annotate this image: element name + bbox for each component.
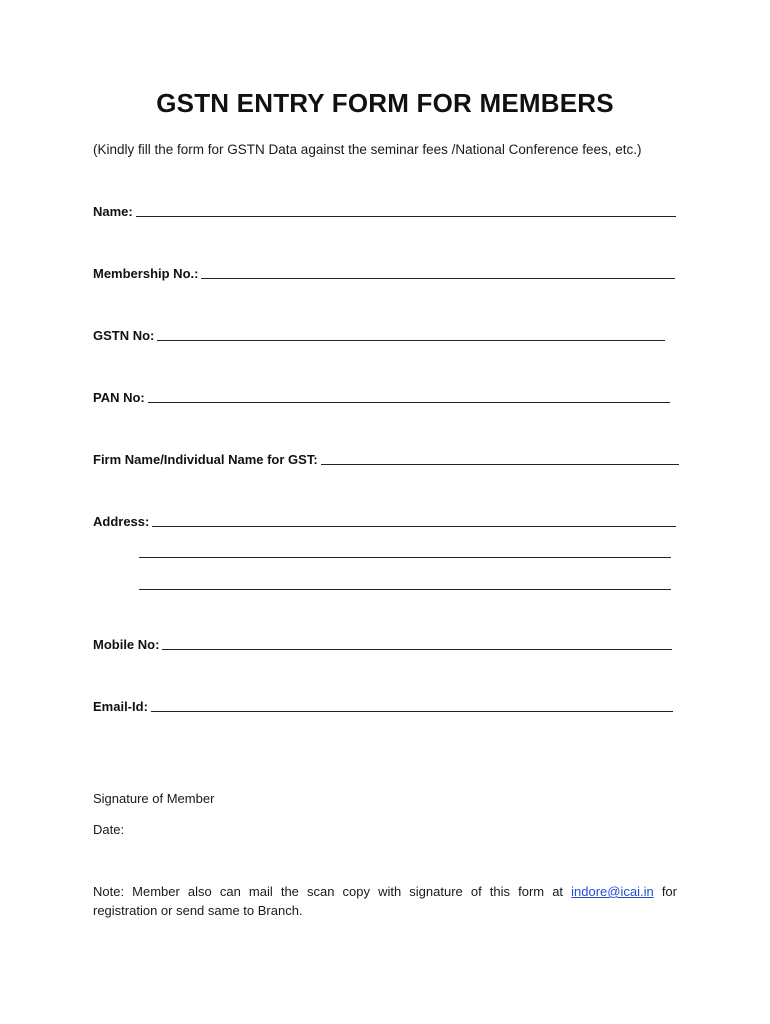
gstn-no-label: GSTN No:	[93, 328, 155, 343]
email-id-label: Email-Id:	[93, 699, 148, 714]
email-id-blank-line[interactable]	[151, 711, 673, 712]
name-blank-line[interactable]	[136, 216, 676, 217]
note-suffix: for registration or send same to Branch.	[93, 884, 677, 918]
firm-name-blank-line[interactable]	[321, 464, 679, 465]
email-link[interactable]: indore@icai.in	[571, 884, 654, 899]
mobile-no-label: Mobile No:	[93, 637, 160, 652]
membership-no-blank-line[interactable]	[201, 278, 675, 279]
email-id-field	[93, 697, 673, 715]
name-label: Name:	[93, 204, 133, 219]
firm-name-label: Firm Name/Individual Name for GST:	[93, 452, 318, 467]
mobile-no-field	[93, 635, 672, 653]
firm-name-field	[93, 450, 679, 468]
address-blank-line-1[interactable]	[152, 526, 676, 527]
address-field	[93, 512, 676, 530]
address-blank-line-3[interactable]	[139, 589, 671, 590]
signature-label: Signature of Member	[93, 791, 215, 806]
pan-no-label: PAN No:	[93, 390, 145, 405]
note-prefix: Note: Member also can mail the scan copy with signature of this form at	[93, 884, 564, 899]
gstn-no-blank-line[interactable]	[157, 340, 665, 341]
note-paragraph	[93, 882, 677, 920]
address-label: Address:	[93, 514, 150, 529]
page-title: GSTN ENTRY FORM FOR MEMBERS	[156, 88, 614, 118]
pan-no-blank-line[interactable]	[148, 402, 670, 403]
membership-no-field	[93, 264, 675, 282]
name-field	[93, 202, 676, 220]
form-instructions: (Kindly fill the form for GSTN Data against the seminar fees /National Conference fees, etc.)	[93, 142, 642, 157]
gstn-no-field	[93, 326, 665, 344]
mobile-no-blank-line[interactable]	[162, 649, 672, 650]
address-blank-line-2[interactable]	[139, 557, 671, 558]
pan-no-field	[93, 388, 670, 406]
membership-no-label: Membership No.:	[93, 266, 199, 281]
date-label: Date:	[93, 822, 125, 837]
